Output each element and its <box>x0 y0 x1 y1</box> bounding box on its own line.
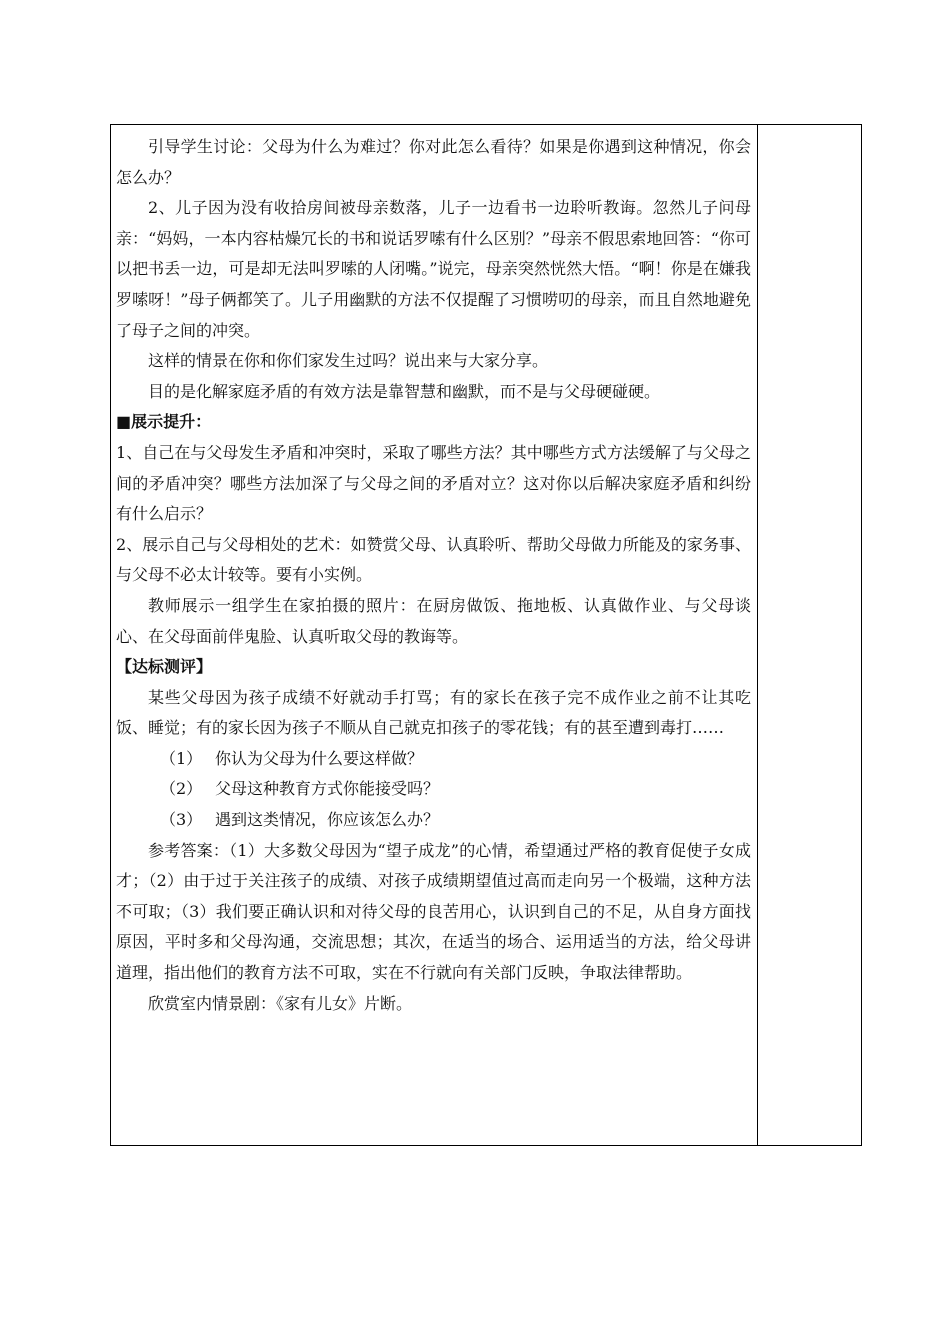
showcase-item-1: 1、自己在与父母发生矛盾和冲突时，采取了哪些方法？其中哪些方式方法缓解了与父母之间的矛盾冲突？哪些方法加深了与父母之间的矛盾对立？这对你以后解决家庭矛盾和纠纷有什么启示？ <box>116 442 751 524</box>
question-text: 遇到这类情况，你应该怎么办？ <box>215 810 440 830</box>
lesson-table <box>110 124 862 1146</box>
drama-paragraph: 欣赏室内情景剧：《家有儿女》片断。 <box>148 993 413 1013</box>
story-paragraph: 2、儿子因为没有收拾房间被母亲数落，儿子一边看书一边聆听教诲。忽然儿子问母亲：“妈妈，一本内容枯燥冗长的书和说话罗嗦有什么区别？”母亲不假思索地回答：“你可以把书丢一边，可是却无法叫罗嗦的人闭嘴。”说完，母亲突然恍然大悟。“啊！你是在嫌我罗嗦呀！”母子俩都笑了。儿子用幽默的方法不仅提醒了习惯唠叨的母亲，而且自然地避免了母子之间的冲突。 <box>116 198 751 340</box>
discussion-paragraph: 引导学生讨论：父母为什么为难过？你对此怎么看待？如果是你遇到这种情况，你会怎么办？ <box>116 137 751 187</box>
question-number: （2） <box>160 779 203 799</box>
question-number: （3） <box>160 810 203 830</box>
section-heading-showcase: ■展示提升： <box>116 412 212 432</box>
question-item <box>116 805 751 836</box>
notes-cell <box>758 125 861 1145</box>
section-heading-assessment: 【达标测评】 <box>116 657 213 677</box>
scenario-paragraph: 某些父母因为孩子成绩不好就动手打骂；有的家长在孩子完不成作业之前不让其吃饭、睡觉；有的家长因为孩子不顺从自己就克扣孩子的零花钱；有的甚至遭到毒打…… <box>116 687 751 738</box>
purpose-paragraph: 目的是化解家庭矛盾的有效方法是靠智慧和幽默，而不是与父母硬碰硬。 <box>148 381 661 401</box>
reference-answer-paragraph: 参考答案：（1）大多数父母因为“望子成龙”的心情，希望通过严格的教育促使子女成才；（2）由于过于关注孩子的成绩、对孩子成绩期望值过高而走向另一个极端，这种方法不可取；（3）我们要正确认识和对待父母的良苦用心，认识到自己的不足，从自身方面找原因，平时多和父母沟通，交流思想；其次，在适当的场合、运用适当的方法，给父母讲道理，指出他们的教育方法不可取，实在不行就向有关部门反映，争取法律帮助。 <box>116 840 751 983</box>
question-item <box>116 774 751 805</box>
share-paragraph: 这样的情景在你和你们家发生过吗？说出来与大家分享。 <box>148 351 549 371</box>
showcase-item-2: 2、展示自己与父母相处的艺术：如赞赏父母、认真聆听、帮助父母做力所能及的家务事、与父母不必太计较等。要有小实例。 <box>116 534 751 585</box>
question-item <box>116 744 751 775</box>
teacher-photos-paragraph: 教师展示一组学生在家拍摄的照片：在厨房做饭、拖地板、认真做作业、与父母谈心、在父母面前伴鬼脸、认真听取父母的教诲等。 <box>116 595 751 646</box>
main-content-cell <box>111 125 757 1145</box>
question-text: 你认为父母为什么要这样做？ <box>215 748 424 768</box>
question-text: 父母这种教育方式你能接受吗？ <box>215 779 440 799</box>
question-number: （1） <box>160 748 203 768</box>
